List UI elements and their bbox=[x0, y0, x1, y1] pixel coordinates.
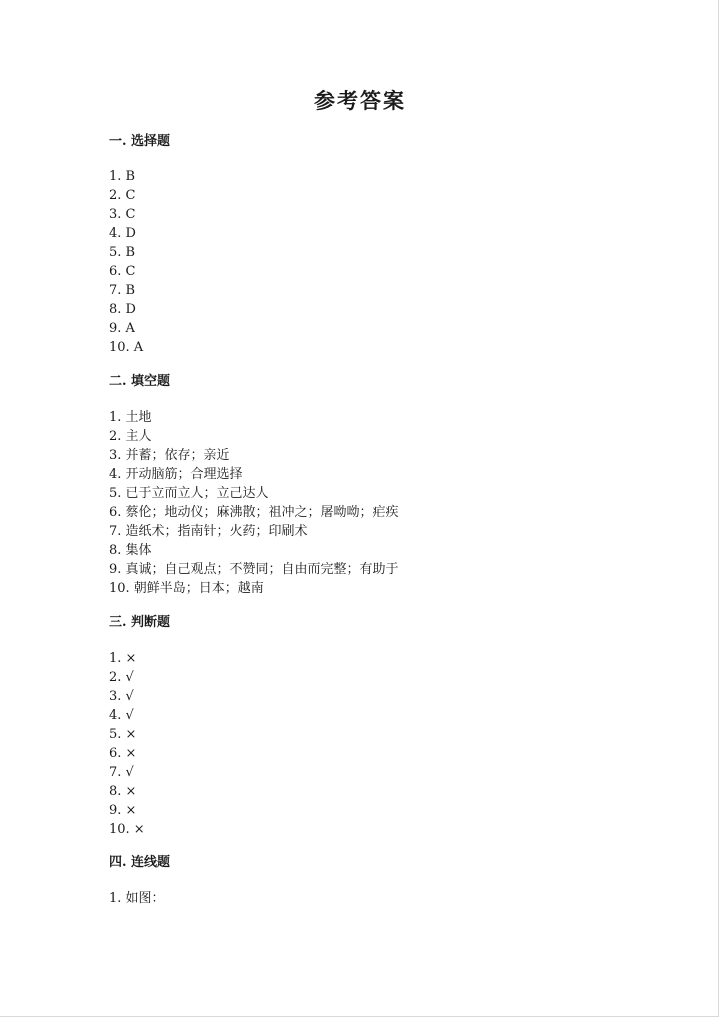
list-item: 8. × bbox=[109, 784, 137, 799]
multiple-choice-answers bbox=[109, 167, 143, 357]
page-title: 参考答案 bbox=[314, 88, 406, 113]
list-item: 3. C bbox=[109, 207, 136, 222]
list-item: 3. 并蓄；依存；亲近 bbox=[109, 448, 230, 463]
list-item: 9. A bbox=[109, 321, 135, 336]
section-heading-true-false: 三. 判断题 bbox=[109, 615, 171, 630]
list-item: 1. × bbox=[109, 651, 137, 666]
list-item: 9. 真诚；自己观点；不赞同；自由而完整；有助于 bbox=[109, 562, 399, 577]
list-item: 5. B bbox=[109, 245, 136, 260]
matching-answers bbox=[109, 889, 165, 908]
list-item: 5. × bbox=[109, 727, 137, 742]
list-item: 10. × bbox=[109, 822, 145, 837]
list-item: 7. 造纸术；指南针；火药；印刷术 bbox=[109, 524, 308, 539]
list-item: 4. 开动脑筋；合理选择 bbox=[109, 467, 243, 482]
list-item: 1. B bbox=[109, 169, 136, 184]
list-item: 10. 朝鲜半岛；日本；越南 bbox=[109, 581, 264, 596]
list-item: 10. A bbox=[109, 340, 144, 355]
section-heading-matching: 四. 连线题 bbox=[109, 855, 171, 870]
list-item: 1. 土地 bbox=[109, 410, 152, 425]
fill-in-blank-answers bbox=[109, 408, 399, 598]
list-item: 2. C bbox=[109, 188, 136, 203]
list-item: 4. D bbox=[109, 226, 136, 241]
list-item: 2. √ bbox=[109, 670, 134, 685]
list-item: 4. √ bbox=[109, 708, 134, 723]
list-item: 2. 主人 bbox=[109, 429, 152, 444]
list-item: 7. √ bbox=[109, 765, 134, 780]
section-heading-multiple-choice: 一. 选择题 bbox=[109, 134, 171, 149]
section-heading-fill-in-blank: 二. 填空题 bbox=[109, 374, 171, 389]
list-item: 6. 蔡伦；地动仪；麻沸散；祖冲之；屠呦呦；疟疾 bbox=[109, 505, 399, 520]
list-item: 7. B bbox=[109, 283, 136, 298]
list-item: 9. × bbox=[109, 803, 137, 818]
list-item: 1. 如图： bbox=[109, 891, 165, 906]
true-false-answers bbox=[109, 649, 145, 839]
list-item: 6. × bbox=[109, 746, 137, 761]
list-item: 3. √ bbox=[109, 689, 134, 704]
list-item: 6. C bbox=[109, 264, 136, 279]
list-item: 5. 已于立而立人；立己达人 bbox=[109, 486, 269, 501]
list-item: 8. 集体 bbox=[109, 543, 152, 558]
list-item: 8. D bbox=[109, 302, 136, 317]
